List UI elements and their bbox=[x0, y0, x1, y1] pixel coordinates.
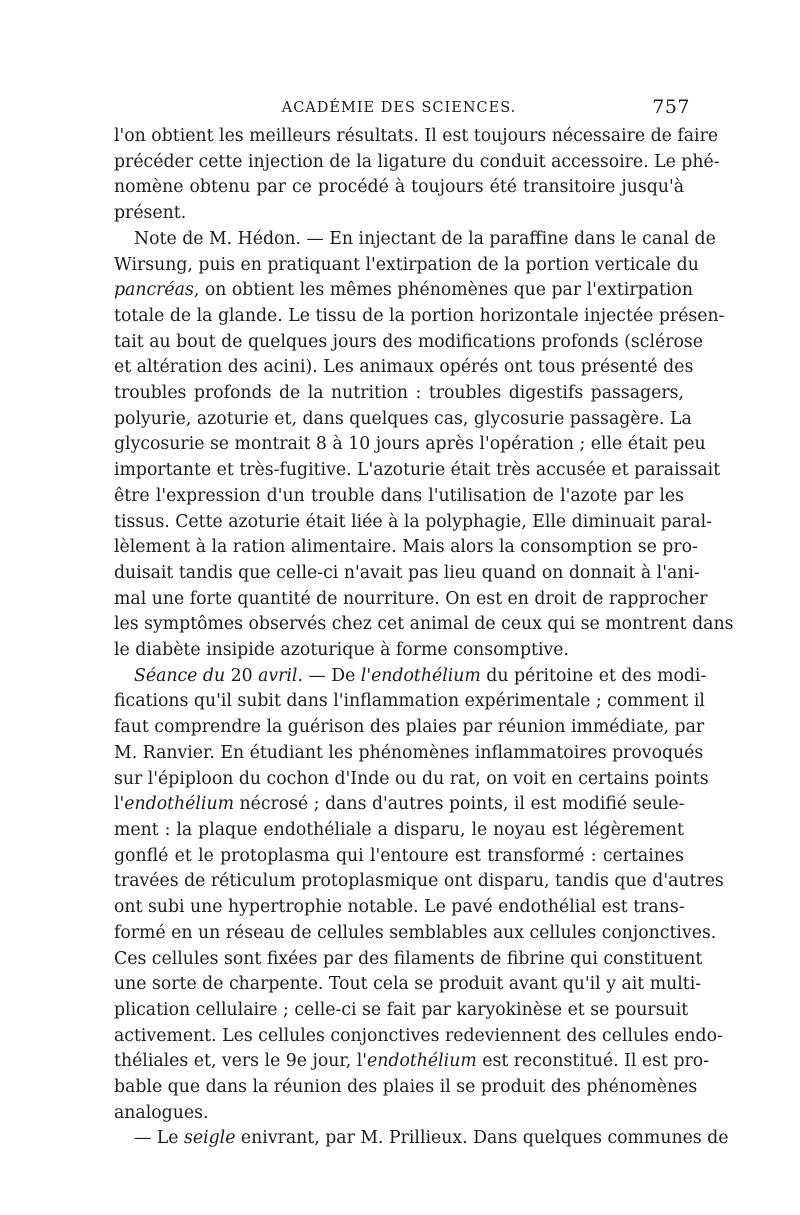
text-line: l'on obtient les meilleurs résultats. Il est toujours nécessaire de faire bbox=[114, 126, 719, 146]
text-line: plication cellulaire ; celle-ci se fait par karyokinèse et se poursuit bbox=[114, 999, 689, 1020]
text-line: Ces cellules sont fixées par des filaments de fibrine qui constituent bbox=[114, 948, 703, 969]
paragraph-p3 bbox=[114, 664, 724, 1127]
text-line: être l'expression d'un trouble dans l'utilisation de l'azote par les bbox=[114, 485, 684, 506]
text-line: et altération des acini). Les animaux opérés ont tous présenté des bbox=[114, 357, 694, 378]
text-line: totale de la glande. Le tissu de la portion horizontale injectée présen- bbox=[114, 305, 725, 326]
text-line: — Le seigle enivrant, par M. Prillieux. Dans quelques communes de bbox=[134, 1128, 729, 1149]
text-line: nomène obtenu par ce procédé à toujours été transitoire jusqu'à bbox=[114, 177, 684, 198]
text-line: l'endothélium nécrosé ; dans d'autres points, il est modifié seule- bbox=[114, 794, 685, 815]
text-line: duisait tandis que celle-ci n'avait pas lieu quand on donnait à l'ani- bbox=[114, 562, 700, 583]
text-line: tissus. Cette azoturie était liée à la polyphagie, Elle diminuait paral- bbox=[114, 511, 712, 532]
text-line: sur l'épiploon du cochon d'Inde ou du rat, on voit en certains points bbox=[114, 768, 709, 789]
text-line: glycosurie se montrait 8 à 10 jours après l'opération ; elle était peu bbox=[114, 434, 706, 455]
text-line: Note de M. Hédon. — En injectant de la paraffine dans le canal de bbox=[134, 228, 716, 249]
text-line: le diabète insipide azoturique à forme consomptive. bbox=[114, 640, 569, 661]
text-line: ment : la plaque endothéliale a disparu, le noyau est légèrement bbox=[114, 819, 684, 840]
text-line: troubles profonds de la nutrition : troubles digestifs passagers, bbox=[114, 383, 684, 404]
text-line: ont subi une hypertrophie notable. Le pavé endothélial est trans- bbox=[114, 897, 685, 918]
text-line: activement. Les cellules conjonctives redeviennent des cellules endo- bbox=[114, 1025, 723, 1046]
text-line: tait au bout de quelques jours des modifications profonds (sclérose bbox=[114, 331, 703, 352]
text-line: une sorte de charpente. Tout cela se produit avant qu'il y ait multi- bbox=[114, 974, 702, 995]
body-text bbox=[114, 124, 734, 1152]
paragraph-p1 bbox=[114, 124, 720, 227]
text-line: gonflé et le protoplasma qui l'entoure est transformé : certaines bbox=[114, 845, 684, 866]
running-head bbox=[114, 96, 690, 124]
text-line: fications qu'il subit dans l'inflammation expérimentale ; comment il bbox=[114, 691, 705, 712]
running-title: ACADÉMIE DES SCIENCES. bbox=[281, 100, 517, 116]
text-line: Wirsung, puis en pratiquant l'extirpation de la portion verticale du bbox=[114, 254, 699, 275]
text-line: théliales et, vers le 9e jour, l'endothélium est reconstitué. Il est pro- bbox=[114, 1051, 710, 1072]
paragraph-p2 bbox=[114, 227, 734, 664]
text-line: formé en un réseau de cellules semblables aux cellules conjonctives. bbox=[114, 922, 717, 943]
text-line: pancréas, on obtient les mêmes phénomènes que par l'extirpation bbox=[114, 280, 693, 301]
text-line: analogues. bbox=[114, 1102, 209, 1123]
text-line: mal une forte quantité de nourriture. On est en droit de rapprocher bbox=[114, 588, 708, 609]
text-line: faut comprendre la guérison des plaies par réunion immédiate, par bbox=[114, 717, 705, 738]
text-line: bable que dans la réunion des plaies il se produit des phénomènes bbox=[114, 1077, 698, 1098]
book-page bbox=[114, 96, 734, 1152]
text-line: importante et très-fugitive. L'azoturie était très accusée et paraissait bbox=[114, 460, 721, 481]
text-line: présent. bbox=[114, 203, 187, 224]
text-line: M. Ranvier. En étudiant les phénomènes inflammatoires provoqués bbox=[114, 742, 704, 763]
page-number: 757 bbox=[652, 96, 690, 118]
text-line: polyurie, azoturie et, dans quelques cas, glycosurie passagère. La bbox=[114, 408, 692, 429]
text-line: les symptômes observés chez cet animal de ceux qui se montrent dans bbox=[114, 614, 734, 635]
text-line: précéder cette injection de la ligature du conduit accessoire. Le phé- bbox=[114, 151, 720, 172]
paragraph-p4 bbox=[114, 1126, 729, 1152]
text-line: travées de réticulum protoplasmique ont disparu, tandis que d'autres bbox=[114, 871, 724, 892]
text-line: lèlement à la ration alimentaire. Mais alors la consomption se pro- bbox=[114, 537, 698, 558]
text-line: Séance du 20 avril. — De l'endothélium du péritoine et des modi- bbox=[134, 665, 707, 686]
